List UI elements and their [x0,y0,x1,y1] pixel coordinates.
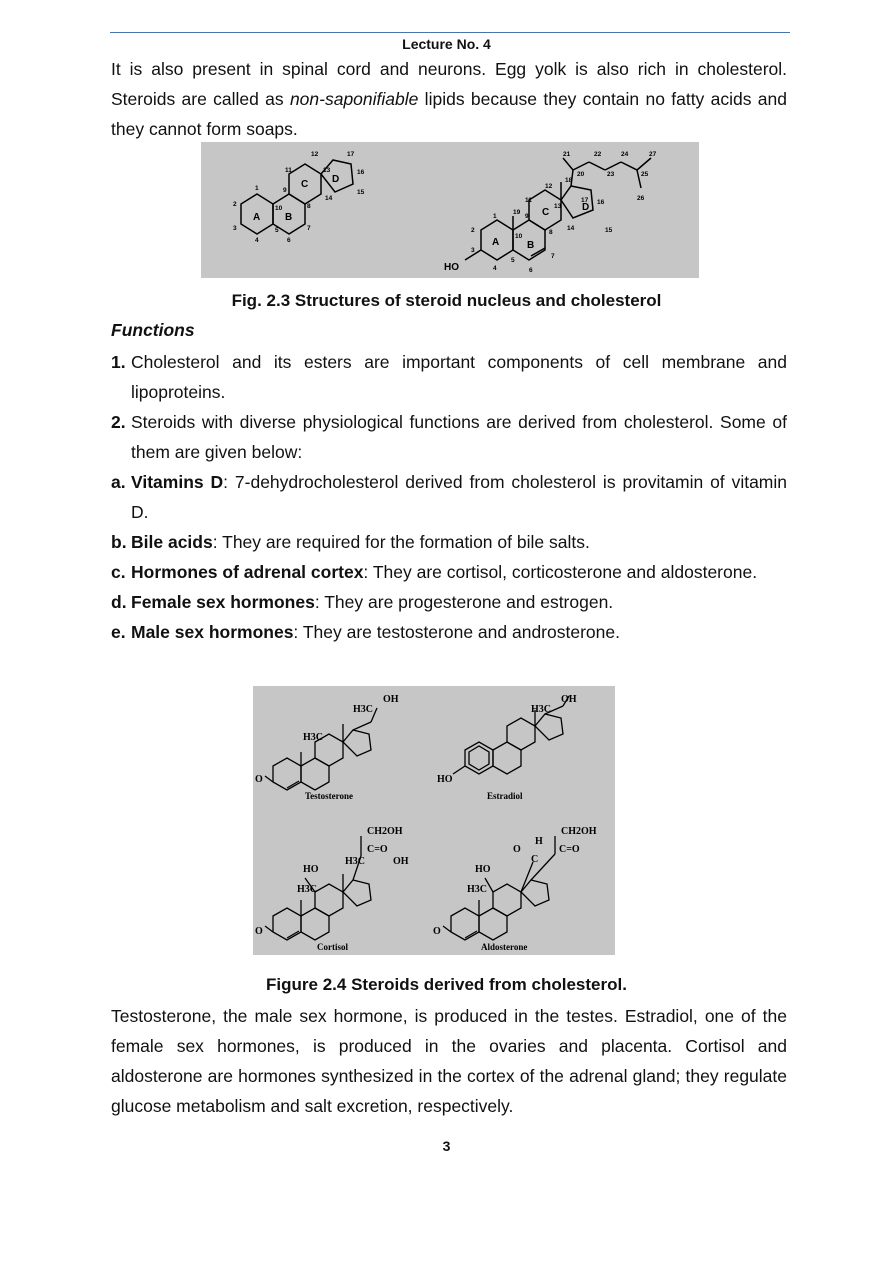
chol-ring-a: A [492,237,500,248]
nucleus-num: 17 [347,151,355,158]
nucleus-num: 12 [311,151,319,158]
nucleus-num: 13 [323,167,331,174]
chol-num: 20 [577,171,585,178]
testosterone-o: O [255,774,263,785]
list-item [111,617,787,647]
chol-num: 25 [641,171,649,178]
list-item-bold: Vitamins D [131,472,224,492]
chol-num: 26 [637,195,645,202]
list-marker: e. [111,622,126,642]
list-item-bold: Bile acids [131,532,213,552]
testosterone-h3c-1: H3C [353,704,373,715]
chol-num: 1 [493,213,497,220]
list-item-text: : They are cortisol, corticosterone and aldosterone. [363,562,758,582]
estradiol-oh: OH [561,694,577,705]
chol-num: 9 [525,213,529,220]
functions-heading: Functions [111,320,195,340]
nucleus-num: 15 [357,189,365,196]
chol-num: 2 [471,227,475,234]
figure1-caption: Fig. 2.3 Structures of steroid nucleus and cholesterol [231,291,662,310]
testosterone-label: Testosterone [305,791,353,801]
chol-num: 22 [594,151,602,158]
lecture-header: Lecture No. 4 [402,36,491,52]
chol-ring-c: C [542,207,550,218]
list-marker: a. [111,472,126,492]
list-marker: c. [111,562,126,582]
nucleus-ring-a: A [253,212,261,223]
list-item [111,527,787,557]
figure2-caption: Figure 2.4 Steroids derived from cholesterol. [266,975,627,994]
aldosterone-h3c: H3C [467,884,487,895]
testosterone-h3c-2: H3C [303,732,323,743]
cortisol-o: O [255,926,263,937]
list-item [111,557,787,587]
cortisol-ch2oh: CH2OH [367,826,403,837]
nucleus-num: 9 [283,187,287,194]
nucleus-ring-c: C [301,179,309,190]
nucleus-num: 4 [255,237,259,244]
list-item [111,347,787,407]
cortisol-oh: OH [393,856,409,867]
list-item-text: : 7-dehydrocholesterol derived from cholesterol is provitamin of vitamin D. [131,472,787,522]
list-marker: b. [111,532,127,552]
nucleus-ring-b: B [285,212,293,223]
list-item [111,407,787,467]
nucleus-num: 3 [233,225,237,232]
nucleus-num: 6 [287,237,291,244]
list-item-text: Steroids with diverse physiological functions are derived from cholesterol. Some of them are given below: [131,412,787,462]
chol-num: 11 [525,197,532,204]
chol-num: 12 [545,183,553,190]
estradiol-ho: HO [437,774,453,785]
figure-steroid-nucleus [201,142,699,278]
chol-num: 5 [511,257,515,264]
intro-text-1: It is also present in spinal cord and neurons. Egg yolk is also rich in cholesterol. Steroids are called as [111,59,787,109]
nucleus-num: 2 [233,201,237,208]
testosterone-oh: OH [383,694,399,705]
nucleus-ring-d: D [332,174,340,185]
chol-num: 18 [565,177,573,184]
aldosterone-o-1: O [513,844,521,855]
list-item-bold: Male sex hormones [131,622,294,642]
list-item [111,467,787,527]
nucleus-num: 5 [275,227,279,234]
aldosterone-label: Aldosterone [481,942,528,952]
list-item-bold: Hormones of adrenal cortex [131,562,364,582]
chol-num: 7 [551,253,555,260]
list-item [111,587,787,617]
intro-italic: non-saponifiable [289,89,419,109]
header-rule [110,32,790,33]
nucleus-num: 10 [275,205,283,212]
chol-num: 13 [554,203,562,210]
nucleus-num: 7 [307,225,311,232]
nucleus-num: 11 [285,167,292,174]
nucleus-num: 1 [255,185,259,192]
nucleus-num: 14 [325,195,333,202]
chol-num: 6 [529,267,533,274]
list-marker: 2. [111,412,126,432]
list-marker: d. [111,592,127,612]
chol-num: 16 [597,199,605,206]
chol-num: 10 [515,233,523,240]
list-item-bold: Female sex hormones [131,592,315,612]
list-item-text: : They are required for the formation of bile salts. [212,532,590,552]
aldosterone-h: H [535,836,543,847]
chol-ring-d: D [582,202,590,213]
list-item-text: : They are progesterone and estrogen. [314,592,614,612]
cortisol-co: C=O [367,844,388,855]
cholesterol-ho: HO [444,262,459,273]
page-number: 3 [442,1138,451,1154]
chol-num: 23 [607,171,615,178]
chol-num: 19 [513,209,521,216]
chol-num: 15 [605,227,613,234]
chol-num: 14 [567,225,575,232]
chol-num: 27 [649,151,657,158]
list-marker: 1. [111,352,126,372]
aldosterone-c: C [531,854,539,865]
nucleus-num: 8 [307,203,311,210]
chol-num: 4 [493,265,497,272]
cortisol-ho: HO [303,864,319,875]
chol-num: 8 [549,229,553,236]
cortisol-h3c-1: H3C [345,856,365,867]
chol-num: 17 [581,197,589,204]
cortisol-h3c-2: H3C [297,884,317,895]
list-item-text: : They are testosterone and androsterone. [293,622,620,642]
aldosterone-ho: HO [475,864,491,875]
figure-steroid-derivatives [253,686,615,955]
chol-num: 24 [621,151,629,158]
closing-paragraph: Testosterone, the male sex hormone, is produced in the testes. Estradiol, one of the female sex hormones, is produced in the ovaries and placenta. Cortisol and aldosterone are hormones synthesized in the cortex of the adrenal gland; they regulate glucose metabolism and salt excretion, respectively. [111,1006,787,1116]
chol-num: 3 [471,247,475,254]
list-item-text: Cholesterol and its esters are important components of cell membrane and lipoproteins. [131,352,787,402]
aldosterone-ch2oh: CH2OH [561,826,597,837]
estradiol-h3c: H3C [531,704,551,715]
cortisol-label: Cortisol [317,942,348,952]
aldosterone-o-2: O [433,926,441,937]
functions-list [111,347,787,647]
nucleus-num: 16 [357,169,365,176]
chol-ring-b: B [527,240,535,251]
intro-paragraph [111,54,787,144]
chol-num: 21 [563,151,571,158]
aldosterone-co: C=O [559,844,580,855]
estradiol-label: Estradiol [487,791,523,801]
intro-text-2: lipids because they contain no fatty acids and they cannot form soaps. [111,89,787,139]
